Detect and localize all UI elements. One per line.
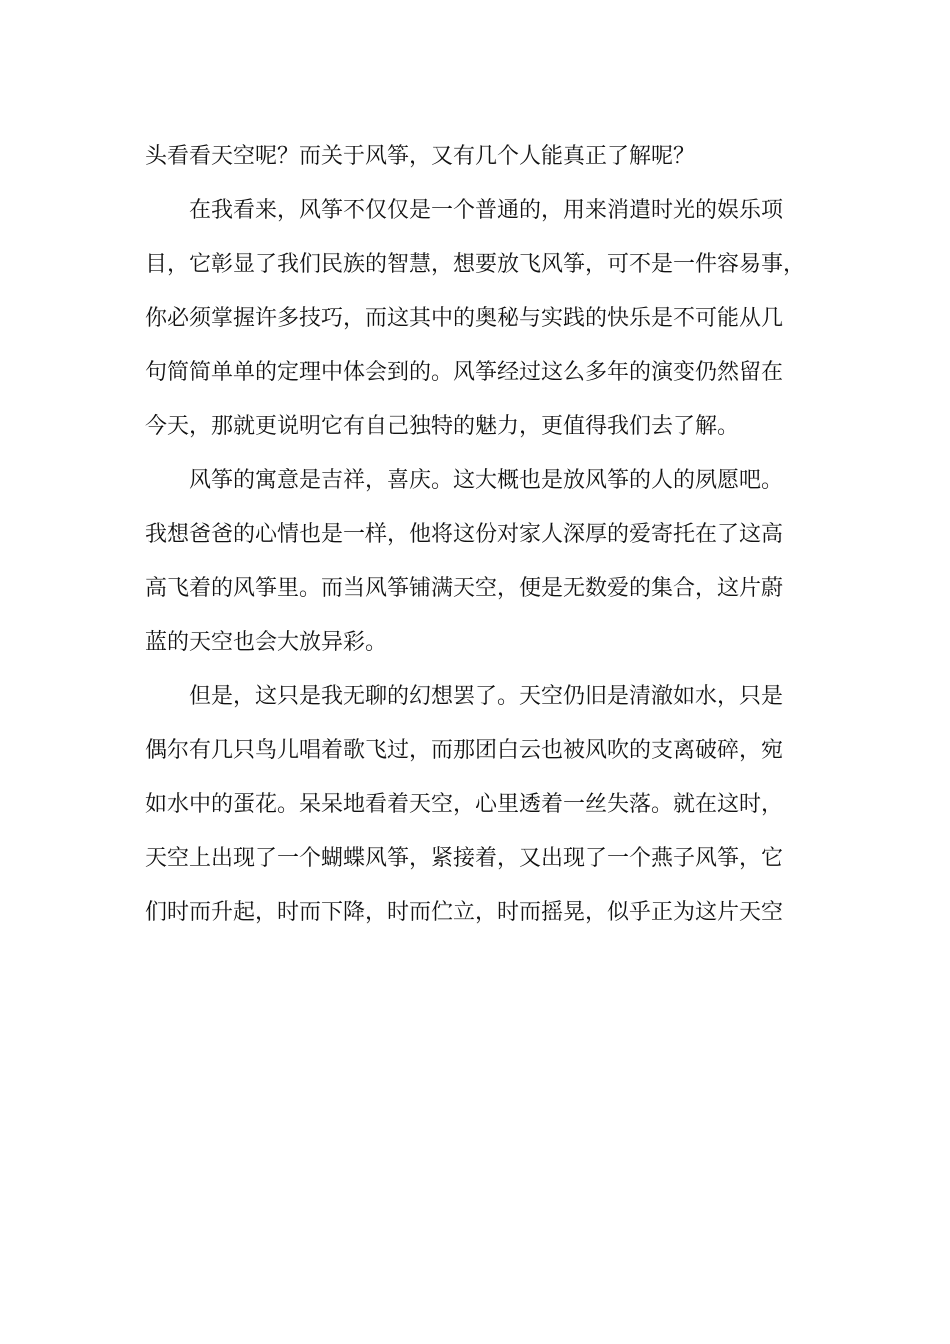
- text-line: 目，它彰显了我们民族的智慧，想要放飞风筝，可不是一件容易事，: [145, 252, 806, 277]
- text-line: 偶尔有几只鸟儿唱着歌飞过，而那团白云也被风吹的支离破碎，宛: [145, 738, 784, 763]
- text-line: 风筝的寓意是吉祥，喜庆。这大概也是放风筝的人的夙愿吧。: [189, 468, 784, 493]
- text-line: 今天，那就更说明它有自己独特的魅力，更值得我们去了解。: [145, 414, 740, 439]
- text-line: 句简简单单的定理中体会到的。风筝经过这么多年的演变仍然留在: [145, 360, 784, 385]
- body-text: [145, 130, 825, 940]
- text-line: 蓝的天空也会大放异彩。: [145, 630, 388, 655]
- text-line: 如水中的蛋花。呆呆地看着天空，心里透着一丝失落。就在这时，: [145, 792, 784, 817]
- text-line: 们时而升起，时而下降，时而伫立，时而摇晃，似乎正为这片天空: [145, 900, 784, 925]
- text-line: 但是，这只是我无聊的幻想罢了。天空仍旧是清澈如水，只是: [189, 684, 784, 709]
- text-line: 头看看天空呢？而关于风筝，又有几个人能真正了解呢？: [145, 144, 696, 169]
- text-line: 在我看来，风筝不仅仅是一个普通的，用来消遣时光的娱乐项: [189, 198, 784, 223]
- text-line: 你必须掌握许多技巧，而这其中的奥秘与实践的快乐是不可能从几: [145, 306, 784, 331]
- text-line: 天空上出现了一个蝴蝶风筝，紧接着，又出现了一个燕子风筝，它: [145, 846, 784, 871]
- text-line: 我想爸爸的心情也是一样，他将这份对家人深厚的爱寄托在了这高: [145, 522, 784, 547]
- text-line: 高飞着的风筝里。而当风筝铺满天空，便是无数爱的集合，这片蔚: [145, 576, 784, 601]
